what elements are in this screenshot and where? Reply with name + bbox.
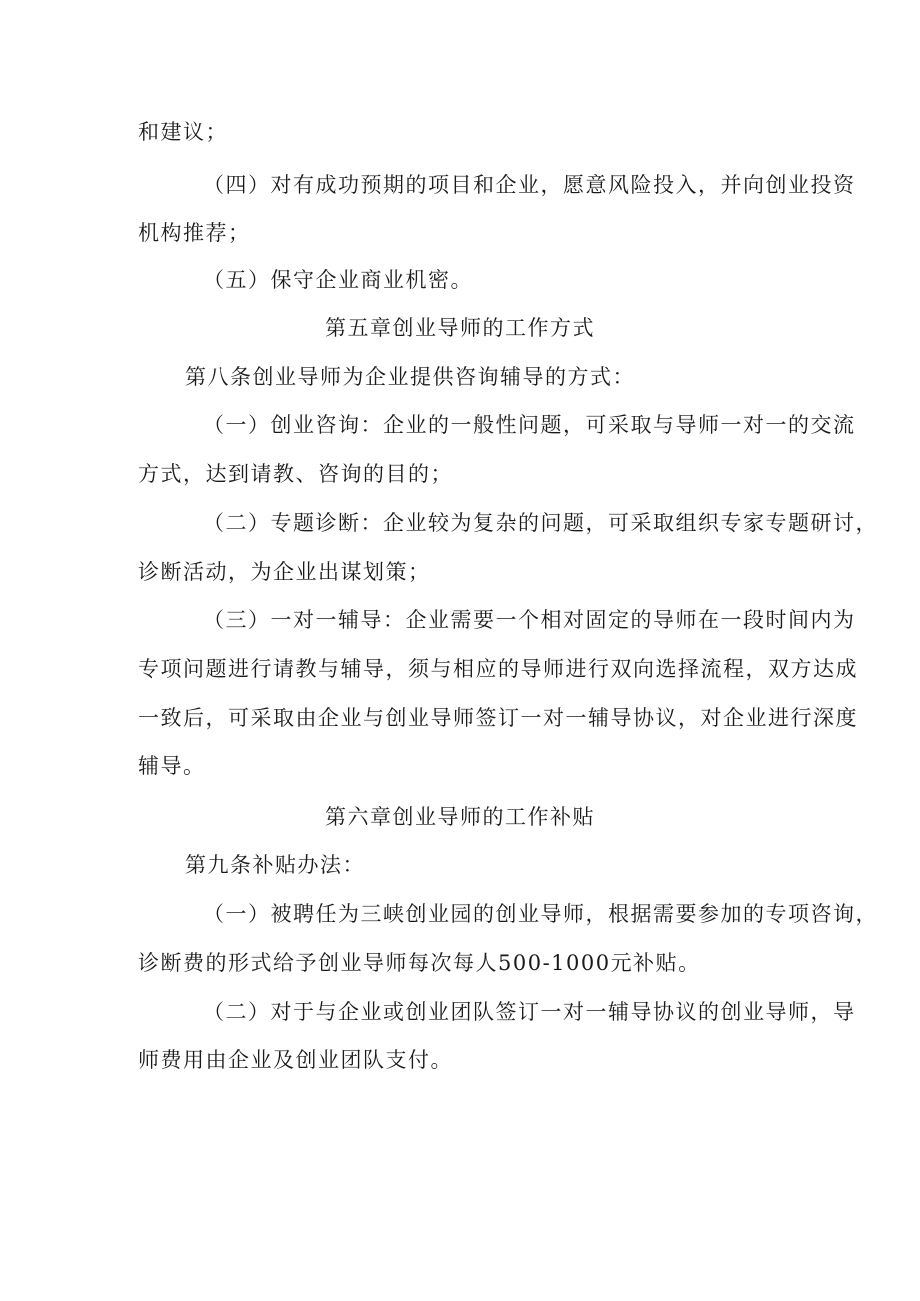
article-heading: 第九条补贴办法： — [185, 853, 365, 877]
paragraph-line: 师费用由企业及创业团队支付。 — [138, 1048, 453, 1072]
paragraph-line: 专项问题进行请教与辅导，须与相应的导师进行双向选择流程，双方达成 — [138, 657, 858, 681]
paragraph-line: （一）创业咨询：企业的一般性问题，可采取与导师一对一的交流 — [203, 413, 856, 437]
paragraph-line: （五）保守企业商业机密。 — [203, 268, 473, 292]
chapter-heading: 第六章创业导师的工作补贴 — [325, 805, 595, 829]
paragraph-line: 一致后，可采取由企业与创业导师签订一对一辅导协议，对企业进行深度 — [138, 706, 858, 730]
paragraph-line: 诊断活动，为企业出谋划策； — [138, 560, 431, 584]
paragraph-line: 诊断费的形式给予创业导师每次每人500-1000元补贴。 — [138, 951, 701, 975]
paragraph-line: （四）对有成功预期的项目和企业，愿意风险投入，并向创业投资 — [203, 173, 856, 197]
paragraph-line: 机构推荐； — [138, 221, 251, 245]
article-heading: 第八条创业导师为企业提供咨询辅导的方式： — [185, 365, 635, 389]
paragraph-line: 辅导。 — [138, 754, 206, 778]
paragraph-line: （三）一对一辅导：企业需要一个相对固定的导师在一段时间内为 — [203, 608, 856, 632]
paragraph-line: （一）被聘任为三峡创业园的创业导师，根据需要参加的专项咨询， — [203, 902, 878, 926]
paragraph-line: 方式，达到请教、咨询的目的； — [138, 462, 453, 486]
paragraph-line: （二）专题诊断：企业较为复杂的问题，可采取组织专家专题研讨， — [203, 511, 878, 535]
chapter-heading: 第五章创业导师的工作方式 — [325, 316, 595, 340]
paragraph-line: （二）对于与企业或创业团队签订一对一辅导协议的创业导师，导 — [203, 1000, 856, 1024]
paragraph-line: 和建议； — [138, 120, 228, 144]
